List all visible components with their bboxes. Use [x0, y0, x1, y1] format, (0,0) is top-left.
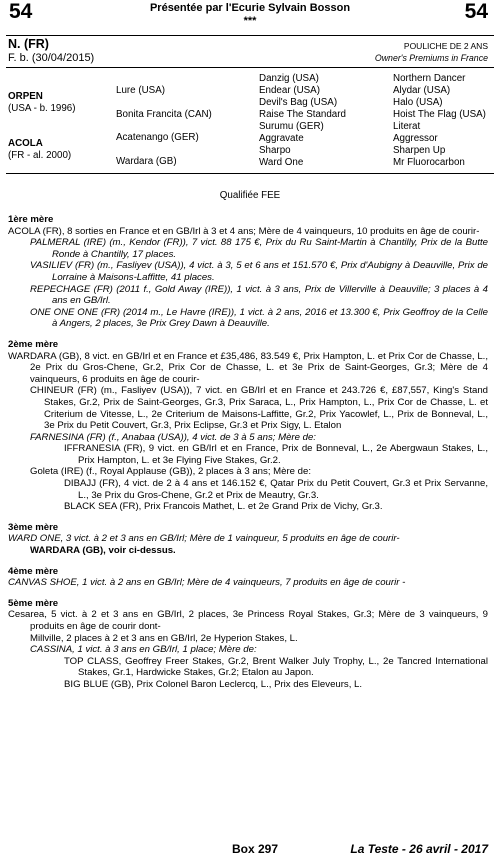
section-title: 3ème mère [8, 521, 59, 533]
produce-entry: PALMERAL (IRE) (m., Kendor (FR)), 7 vict. 88 175 €, Prix du Ru Saint-Martin à Chantilly, Prix de la Butte Ronde à Chantilly, 17 places. [30, 237, 488, 260]
horse-details: F. b. (30/04/2015) [8, 52, 95, 64]
gen3-item: Ward One [259, 157, 304, 168]
horse-name: N. (FR) [8, 37, 49, 51]
sire-info: (USA - b. 1996) [8, 103, 76, 114]
sire-name: ORPEN [8, 91, 43, 102]
section-title: 5ème mère [8, 597, 59, 609]
gen4-item: Northern Dancer [393, 73, 466, 84]
produce-entry: Goleta (IRE) (f., Royal Applause (GB)), 2 places à 3 ans; Mère de: [30, 466, 312, 478]
gen3-item: Raise The Standard [259, 109, 346, 120]
sex-age: POULICHE DE 2 ANS [403, 41, 488, 51]
produce-entry: Millville, 2 places à 2 et 3 ans en GB/Irl, 2e Hyperion Stakes, L. [30, 632, 298, 644]
box-number: Box 297 [232, 842, 279, 856]
dam-record: CANVAS SHOE, 1 vict. à 2 ans en GB/Irl; Mère de 4 vainqueurs, 7 produits en âge de courir - [8, 577, 406, 589]
section-title: 1ère mère [8, 214, 54, 225]
gen3-item: Sharpo [259, 145, 291, 156]
produce-entry: ONE ONE ONE (FR) (2014 m., Le Havre (IRE)), 1 vict. à 2 ans, 2016 et 13.300 €, Prix Geoffroy de la Celle à Angers, 2 places, 3e Prix Grey Dawn à Deauville. [30, 306, 488, 330]
grand-produce-entry: TOP CLASS, Geoffrey Freer Stakes, Gr.2, Brent Walker July Trophy, L., 2e Tancred International Stakes, Gr.1, Hardwicke Stakes, Gr.2; Etalon au Japon. [64, 655, 488, 679]
top-divider [6, 35, 494, 36]
dam-record: WARD ONE, 3 vict. à 2 et 3 ans en GB/Irl; Mère de 1 vainqueur, 5 produits en âge de courir- [8, 533, 400, 545]
produce-entry: CHINEUR (FR) (m., Fasliyev (USA)), 7 vict. en GB/Irl et en France et 243.726 €, £87,557, King's Stand Stakes, Gr.2, Prix de Saint-Georges, Gr.3, Prix Saraca, L., Prix Hampton, L., Prix Cor de Chasse, L. et Criterium de Vitesse, L., 2e Criterium de Maisons-Laffitte, Gr.2, Prix Yacowlef, L., Prix de Bonneval, L., 3e Prix du Petit Couvert, Gr.3, Prix Eclipse, Gr.3 et Prix Sigy, L. Etalon [30, 385, 488, 432]
gen3-item: Devil's Bag (USA) [259, 97, 338, 108]
gen2-item: Acatenango (GER) [116, 132, 199, 143]
page-header [0, 2, 500, 28]
produce-entry: FARNESINA (FR) (f., Anabaa (USA)), 4 vict. de 3 à 5 ans; Mère de: [30, 431, 316, 443]
pedigree-top-divider [6, 67, 494, 68]
gen3-item: Surumu (GER) [259, 121, 324, 132]
gen2-item: Lure (USA) [116, 85, 165, 96]
family-notes [8, 210, 488, 691]
gen2-item: Wardara (GB) [116, 156, 177, 167]
qualification: Qualifiée FEE [219, 190, 281, 201]
gen4-item: Mr Fluorocarbon [393, 157, 465, 168]
presenter-line: Présentée par l'Ecurie Sylvain Bosson [149, 2, 351, 14]
gen4-item: Literat [393, 121, 421, 132]
gen4-item: Sharpen Up [393, 145, 446, 156]
pedigree-bottom-divider [6, 173, 494, 174]
grand-produce-entry: DIBAJJ (FR), 4 vict. de 2 à 4 ans et 146.152 €, Qatar Prix du Petit Couvert, Gr.3 et Prix Servanne, L., 3e Prix du Gros-Chene, Gr.2 et Prix de Meautry, Gr.3. [64, 478, 488, 501]
sale-place-date: La Teste - 26 avril - 2017 [350, 842, 488, 856]
grand-produce-entry: BIG BLUE (GB), Prix Colonel Baron Leclercq, L., Prix des Eleveurs, L. [64, 678, 363, 690]
gen3-item: Aggravate [259, 133, 304, 144]
gen4-item: Aggressor [393, 133, 438, 144]
gen3-item: Endear (USA) [259, 85, 320, 96]
section-title: 4ème mère [8, 565, 59, 577]
produce-entry: WARDARA (GB), voir ci-dessus. [30, 545, 176, 557]
stars-line: *** [243, 15, 257, 27]
dam-record: ACOLA (FR), 8 sorties en France et en GB/Irl à 3 et 4 ans; Mère de 4 vainqueurs, 10 produits en âge de courir- [8, 225, 480, 237]
produce-entry: CASSINA, 1 vict. à 3 ans en GB/Irl, 1 place; Mère de: [30, 644, 257, 656]
gen4-item: Halo (USA) [393, 97, 443, 108]
dam-record: WARDARA (GB), 8 vict. en GB/Irl et en France et £35,486, 83.549 €, Prix Hampton, L. et Prix Cor de Chasse, L., 2e Prix du Gros-Chene, Gr.2, Prix Cor de Chasse, L. et 3e Prix de Saint-Georges, Gr.3; Mère de 4 vainqueurs, 6 produits en âge de courir- [8, 350, 488, 385]
gen2-item: Bonita Francita (CAN) [116, 109, 212, 120]
gen3-item: Danzig (USA) [259, 73, 319, 84]
dam-record: Cesarea, 5 vict. à 2 et 3 ans en GB/Irl, 2 places, 3e Princess Royal Stakes, Gr.3; Mère de 3 vainqueurs, 9 produits en âge de courir dont- [8, 609, 488, 632]
section-title: 2ème mère [8, 338, 59, 350]
produce-entry: REPECHAGE (FR) (2011 f., Gold Away (IRE)), 1 vict. à 3 ans, Prix de Villerville à Deauville; 3 places à 4 ans en GB/Irl. [30, 283, 488, 307]
dam-info: (FR - al. 2000) [8, 150, 72, 161]
dam-name: ACOLA [8, 138, 43, 149]
grand-produce-entry: BLACK SEA (FR), Prix Francois Mathet, L. et 2e Grand Prix de Vichy, Gr.3. [64, 501, 383, 513]
lot-number-right: 54 [464, 0, 488, 23]
produce-entry: VASILIEV (FR) (m., Fasliyev (USA)), 4 vict. à 3, 5 et 6 ans et 151.570 €, Prix d'Aubigny à Deauville, Prix de Lorraine à Maisons-Laffitte, 41 places. [30, 260, 488, 283]
gen4-item: Hoist The Flag (USA) [393, 109, 486, 120]
gen4-item: Alydar (USA) [393, 85, 451, 96]
lot-number-left: 54 [9, 0, 33, 23]
grand-produce-entry: IFFRANESIA (FR), 9 vict. en GB/Irl et en France, Prix de Bonneval, L., 2e Abergwaun Stakes, L., Prix Hampton, L. et 3e Flying Five Stakes, Gr.2. [64, 443, 488, 466]
owner-premiums: Owner's Premiums in France [374, 53, 488, 63]
